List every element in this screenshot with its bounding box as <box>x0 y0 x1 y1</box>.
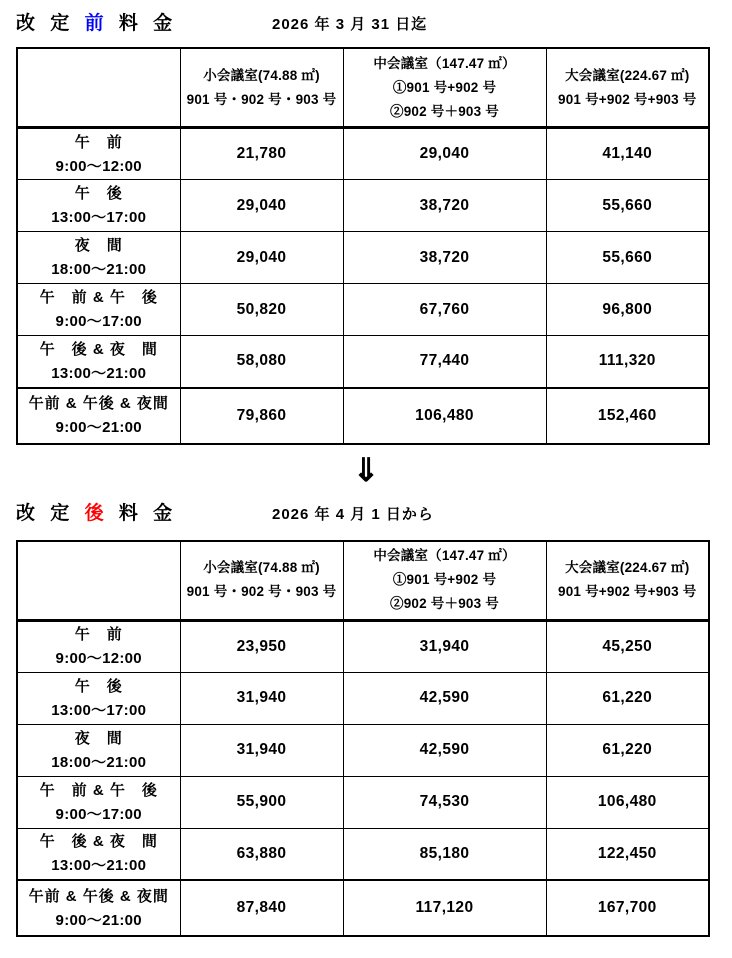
time-slot-cell <box>17 128 180 180</box>
time-slot-label: 午 後 & 夜 間 <box>39 340 158 358</box>
table-row-full-day <box>17 388 709 444</box>
price-cell: 87,840 <box>180 880 343 936</box>
time-slot-label: 午前 & 午後 & 夜間 <box>28 887 169 905</box>
time-slot-hours: 9:00～21:00 <box>55 419 142 436</box>
time-slot-label: 夜 間 <box>74 237 123 254</box>
title-suffix: 料 金 <box>108 13 178 34</box>
time-slot-hours: 18:00～21:00 <box>51 753 147 771</box>
price-cell: 55,900 <box>180 776 343 828</box>
price-cell: 29,040 <box>343 128 546 180</box>
time-slot-cell <box>17 620 180 672</box>
price-cell: 106,480 <box>546 776 709 828</box>
price-cell: 31,940 <box>180 672 343 724</box>
price-cell: 167,700 <box>546 880 709 936</box>
price-cell: 21,780 <box>180 128 343 180</box>
table-row-full-day <box>17 880 709 936</box>
column-header-large-room <box>546 48 709 128</box>
price-cell: 55,660 <box>546 232 709 284</box>
time-slot-cell <box>17 232 180 284</box>
time-slot-cell <box>17 724 180 776</box>
revision-date-before: 2026 年 3 月 31 日迄 <box>272 16 428 33</box>
time-slot-cell <box>17 776 180 828</box>
price-cell: 23,950 <box>180 620 343 672</box>
price-cell: 74,530 <box>343 776 546 828</box>
title-prefix: 改 定 <box>16 13 85 34</box>
room-numbers: 901 号+902 号+903 号 <box>558 91 697 107</box>
column-header-medium-room <box>343 541 546 621</box>
table-row-afternoon-evening <box>17 336 709 388</box>
price-cell: 152,460 <box>546 388 709 444</box>
room-combination-2: ②902 号＋903 号 <box>390 596 499 611</box>
time-slot-hours: 13:00～17:00 <box>51 701 147 719</box>
room-numbers: 901 号+902 号+903 号 <box>558 584 697 599</box>
time-slot-hours: 9:00～12:00 <box>55 157 142 175</box>
price-cell: 106,480 <box>343 388 546 444</box>
time-slot-label: 午 前 & 午 後 <box>39 289 158 306</box>
time-slot-label: 午 前 & 午 後 <box>39 781 158 799</box>
price-cell: 38,720 <box>343 232 546 284</box>
price-cell: 55,660 <box>546 180 709 232</box>
price-cell: 61,220 <box>546 672 709 724</box>
price-cell: 41,140 <box>546 128 709 180</box>
time-slot-cell <box>17 284 180 336</box>
header-row <box>17 541 709 621</box>
time-slot-hours: 9:00～12:00 <box>55 650 142 667</box>
time-slot-hours: 18:00～21:00 <box>51 261 147 278</box>
price-cell: 79,860 <box>180 388 343 444</box>
price-cell: 61,220 <box>546 724 709 776</box>
price-cell: 77,440 <box>343 336 546 388</box>
table-row-afternoon-evening <box>17 828 709 880</box>
price-cell: 122,450 <box>546 828 709 880</box>
transition-arrow-row <box>0 446 732 494</box>
time-slot-hours: 9:00～17:00 <box>55 805 142 823</box>
room-name: 小会議室(74.88 ㎡) <box>203 560 320 575</box>
time-slot-label: 午 後 <box>74 677 123 695</box>
room-combination-2: ②902 号＋903 号 <box>390 103 499 119</box>
time-slot-label: 午 前 <box>74 626 123 643</box>
time-slot-hours: 13:00～21:00 <box>51 857 147 875</box>
column-header-small-room <box>180 48 343 128</box>
table-row-morning-afternoon <box>17 284 709 336</box>
title-highlight-before: 前 <box>84 13 109 34</box>
price-cell: 111,320 <box>546 336 709 388</box>
time-slot-label: 午前 & 午後 & 夜間 <box>28 395 169 412</box>
time-slot-cell <box>17 880 180 936</box>
table-row-evening <box>17 724 709 776</box>
price-cell: 63,880 <box>180 828 343 880</box>
room-combination-1: ①901 号+902 号 <box>392 572 497 587</box>
time-slot-cell <box>17 828 180 880</box>
time-slot-cell <box>17 180 180 232</box>
header-row <box>17 48 709 128</box>
column-header-medium-room <box>343 48 546 128</box>
room-name: 中会議室（147.47 ㎡） <box>373 55 516 71</box>
price-cell: 117,120 <box>343 880 546 936</box>
room-name: 中会議室（147.47 ㎡） <box>373 548 516 563</box>
price-cell: 42,590 <box>343 724 546 776</box>
price-cell: 38,720 <box>343 180 546 232</box>
column-header-large-room <box>546 541 709 621</box>
price-cell: 96,800 <box>546 284 709 336</box>
price-cell: 29,040 <box>180 180 343 232</box>
table-row-afternoon <box>17 180 709 232</box>
table-row-evening <box>17 232 709 284</box>
room-combination-1: ①901 号+902 号 <box>392 79 497 95</box>
price-cell: 45,250 <box>546 620 709 672</box>
time-slot-label: 午 後 & 夜 間 <box>39 833 158 851</box>
table-row-morning <box>17 620 709 672</box>
time-slot-hours: 9:00～21:00 <box>55 911 142 929</box>
revision-date-after: 2026 年 4 月 1 日から <box>272 505 434 523</box>
table-row-morning-afternoon <box>17 776 709 828</box>
room-name: 大会議室(224.67 ㎡) <box>565 560 690 575</box>
room-name: 大会議室(224.67 ㎡) <box>565 67 690 83</box>
section-title-after <box>16 498 272 525</box>
title-suffix: 料 金 <box>108 502 178 524</box>
price-cell: 42,590 <box>343 672 546 724</box>
time-slot-label: 午 後 <box>74 185 123 202</box>
time-slot-label: 午 前 <box>74 133 123 151</box>
table-row-afternoon <box>17 672 709 724</box>
title-highlight-after: 後 <box>84 502 109 524</box>
corner-cell-empty <box>17 48 180 128</box>
corner-cell-empty <box>17 541 180 621</box>
title-prefix: 改 定 <box>16 502 85 524</box>
price-cell: 29,040 <box>180 232 343 284</box>
double-down-arrow-icon: ⇓ <box>352 451 380 488</box>
before-price-table <box>16 47 710 445</box>
price-cell: 50,820 <box>180 284 343 336</box>
time-slot-cell <box>17 672 180 724</box>
table-row-morning <box>17 128 709 180</box>
section-header-after <box>16 494 732 528</box>
price-cell: 31,940 <box>343 620 546 672</box>
time-slot-hours: 9:00～17:00 <box>55 313 142 330</box>
section-title-before <box>16 8 272 35</box>
time-slot-cell <box>17 388 180 444</box>
time-slot-label: 夜 間 <box>74 729 123 747</box>
room-numbers: 901 号・902 号・903 号 <box>186 91 337 107</box>
room-numbers: 901 号・902 号・903 号 <box>186 584 337 599</box>
time-slot-cell <box>17 336 180 388</box>
price-cell: 67,760 <box>343 284 546 336</box>
room-name: 小会議室(74.88 ㎡) <box>203 67 320 83</box>
column-header-small-room <box>180 541 343 621</box>
price-cell: 58,080 <box>180 336 343 388</box>
price-cell: 85,180 <box>343 828 546 880</box>
price-cell: 31,940 <box>180 724 343 776</box>
time-slot-hours: 13:00～21:00 <box>51 364 147 382</box>
time-slot-hours: 13:00～17:00 <box>51 209 147 226</box>
after-price-table <box>16 540 710 938</box>
section-header-before <box>16 0 732 38</box>
